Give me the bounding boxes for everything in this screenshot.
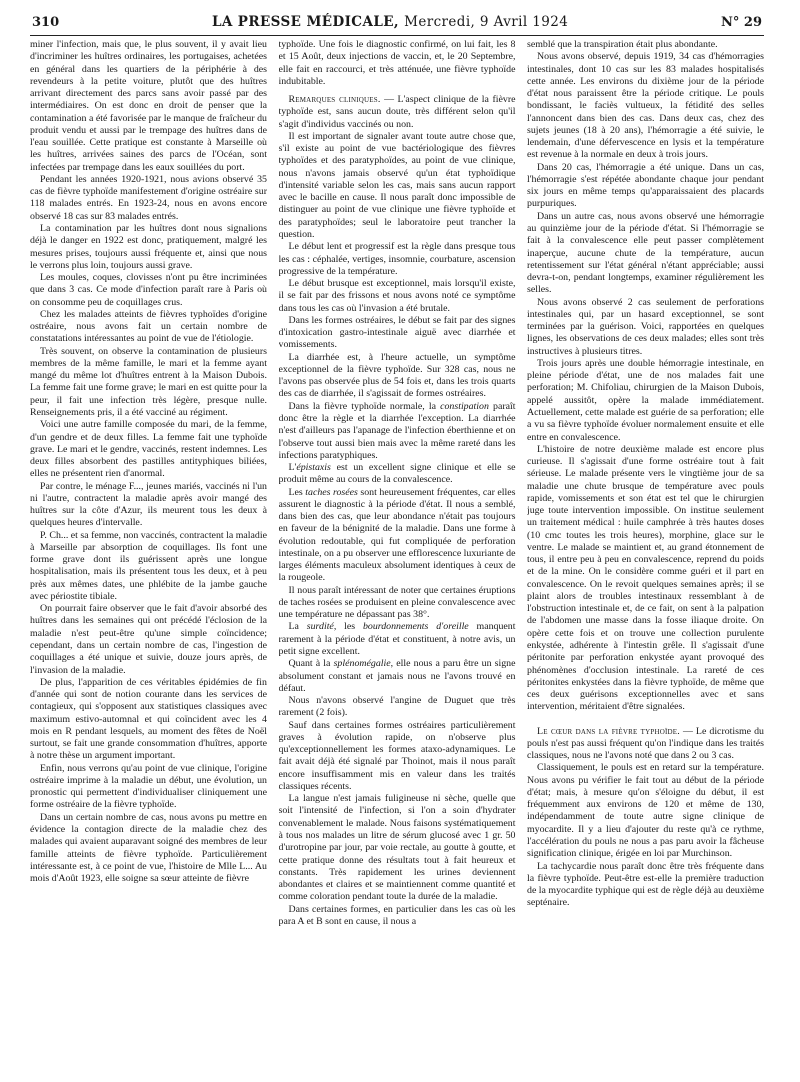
paragraph [279,621,516,658]
article-columns [30,39,764,1079]
paragraph: La langue n'est jamais fuligineuse ni sèche, quelle que soit l'intensité de l'infection, si l'on a soin d'hydrater convenablement le malade. Nous faisons systématiquement à tous nos malades un litre de sérum glucosé avec 1 gr. 50 d'urotropine par jour, par voie rectale, au goutte à goutte, et cette pratique donne des résultats tout à fait heureux et constants. Très rapidement les urines deviennent abondantes et claires et se maintiennent comme quantité et comme coloration pendant toute la durée de la maladie. [278,793,516,903]
italic-term: constipation [440,400,489,412]
italic-term: taches rosées [305,486,358,498]
text: sont heureusement fréquentes, car elles assurent le diagnostic à la période d'état. Il nous a semblé, dans bien des cas, que leur abondance n'était pas toujours en faveur de la bénignité de la maladie. Dans une forme à évolution redoutable, qui fut compliquée de perforation intestinale, on a pu observer une efflorescence luxuriante de larges éléments maculeux absolument identiques à ceux de la rougeole. [278,486,516,584]
paragraph: On pourrait faire observer que le fait d'avoir absorbé des huîtres dans les semaines qui ont précédé l'éclosion de la maladie n'est peut-être qu'une simple coïncidence; cependant, dans un certain nombre de cas, l'ingestion de coquillages a été unique et suivie, douze jours après, de l'invasion de la maladie. [30,603,267,676]
paragraph: Par contre, le ménage F..., jeunes mariés, vaccinés ni l'un ni l'autre, contractent la maladie après avoir mangé des huîtres sur la côte d'Azur, ils meurent tous les deux à quelques heures d'intervalle. [30,480,267,529]
paragraph: typhoïde. Une fois le diagnostic confirmé, on lui fait, les 8 et 15 Août, deux injections de vaccin, et, le 20 Septembre, elle fait en raccourci, et très atténuée, une fièvre typhoïde indubitable. [278,39,516,87]
paragraph: Dans 20 cas, l'hémorragie a été unique. Dans un cas, l'hémorragie s'est répétée abondante chaque jour pendant six jours en même temps qu'apparaissaient des placards purpuriques. [527,161,764,210]
paragraph [279,487,516,585]
paragraph: Classiquement, le pouls est en retard sur la température. Nous avons pu vérifier le fait tout au début de la période d'état; mais, à mesure qu'on s'éloigne du début, il est fréquemment aux environs de 120 et même de 130, indépendamment de toute autre signe clinique de myocardite. Il y a lieu d'ajouter du reste qu'à ce rythme, l'accélération du pouls ne nous a pas paru avoir la fâcheuse signification clinique, érigée en loi par Murchinson. [527,762,764,860]
paragraph: Sauf dans certaines formes ostréaires particulièrement graves à évolution rapide, on n'observe plus qu'exceptionnellement les formes ataxo-adynamiques. Le fait avait déjà été signalé par Thoinot, mais il nous paraît encore insuffisamment mis en valeur dans les traités classiques récents. [278,719,516,792]
text: , les [333,621,363,633]
paragraph: Nous avons observé, depuis 1919, 34 cas d'hémorragies intestinales, dont 10 cas sur les 83 malades hospitalisés cette année. Les environs du dixième jour de la période d'état nous paraissent être la période critique. Le pouls bondissant, le faciès vultueux, la fétidité des selles l'annoncent dans bien des cas. Dans deux cas, chez des sujets jeunes (18 à 20 ans), l'hémorragie a été suivie, le lendemain, d'une défervescence en lysis et la température est revenue à la normale en deux à trois jours. [527,51,764,161]
paragraph: Dans un certain nombre de cas, nous avons pu mettre en évidence la contagion directe de la maladie chez des malades qui avaient auparavant soigné des membres de leur famille atteints de fièvre typhoïde. Particulièrement intéressante est, à ce point de vue, l'histoire de Mlle L... Au mois d'Août 1923, elle soigne sa sœur atteinte de fièvre [30,811,267,885]
paragraph [279,462,516,487]
paragraph: La diarrhée est, à l'heure actuelle, un symptôme exceptionnel de la fièvre typhoïde. Sur 328 cas, nous ne l'avons pas observée plus de 54 fois et, dans les trois quarts des cas de diarrhée, il s'agissait de formes ostréaires. [278,351,516,400]
paragraph: Il est important de signaler avant toute autre chose que, s'il existe au point de vue bactériologique des fièvres typhoïdes et des paratyphoïdes, au point de vue clinique, nous n'avons jamais observé qu'un état typhoïdique d'intensité variable selon les cas, mais sans aucun rapport avec le bacille en cause. Il nous paraît donc impossible de distinguer au point de vue clinique une fièvre typhoïde et des paratyphoïdes; seul le laboratoire peut trancher la question. [278,130,516,240]
italic-term: surdité [306,621,334,633]
paragraph [279,658,516,695]
text: , elle nous a paru être un signe absolument constant et jamais nous ne l'avons trouvé en défaut. [278,658,516,694]
issue-date: Mercredi, 9 Avril 1924 [404,14,569,30]
paragraph: semblé que la transpiration était plus abondante. [527,39,718,50]
text: paraît donc être la règle et la diarrhée l'exception. La diarrhée n'est d'ailleurs pas l'apanage de l'infection éberthienne et on l'observe tout aussi bien mais avec la même rareté dans les infections paratyphiques. [278,400,516,461]
paragraph: Dans certaines formes, en particulier dans les cas où les para A et B sont en cause, il nous a [278,903,516,927]
paragraph: Chez les malades atteints de fièvres typhoïdes d'origine ostréaire, nous avons fait un certain nombre de constatations intéressantes au point de vue de l'étiologie. [30,308,267,345]
paragraph: Le début lent et progressif est la règle dans presque tous les cas : céphalée, vertiges, insomnie, courbature, ascension progressive de la température. [278,241,516,277]
text: Les [288,486,306,498]
paragraph: P. Ch... et sa femme, non vaccinés, contractent la maladie à Marseille par absorption de coquillages. Ils font une forme grave dont ils guérissent après une longue hospitalisation, mais ils présentent tous les deux, et à peu près aux mêmes dates, une phlébite de la jambe gauche avec périostite tibiale. [30,529,267,602]
italic-term: bourdonnements d'oreille [362,621,469,633]
section-text: — L'aspect clinique de la fièvre typhoïde est, sans aucun doute, très différent selon qu'il s'agit d'individus vaccinés ou non. [278,94,516,130]
paragraph: Trois jours après une double hémorragie intestinale, en pleine période d'état, une de nos malades fait une perforation; M. Chifoliau, chirurgien de la Maison Dubois, appelé aussitôt, opère la malade immédiatement. Actuellement, cette malade est guérie de sa perforation; elle a vu sa fièvre typhoïde évoluer normalement ensuite et elle entre en convalescence. [527,357,764,443]
paragraph: Il nous paraît intéressant de noter que certaines éruptions de taches rosées se produisent en pleine convalescence avec une température ne dépassant pas 38°. [278,584,516,621]
paragraph: La tachycardie nous paraît donc être très fréquente dans la fièvre typhoïde. Peut-être est-elle la première traduction de la myocardite typhique qui est de règle déjà au deuxième septénaire. [527,860,764,909]
paragraph: Voici une autre famille composée du mari, de la femme, d'un gendre et de deux filles. La femme fait une typhoïde grave. Le mari et le gendre, vaccinés, restent indemnes. Les deux filles absorbent des pastilles antityphiques biliées, elles ne présentent rien d'anormal. [30,419,267,480]
text: La [288,621,307,633]
text: Dans la fièvre typhoïde normale, la [288,400,441,412]
column-1 [30,39,267,1079]
page-number: 310 [32,15,60,30]
page-header [30,14,764,35]
paragraph: Très souvent, on observe la contamination de plusieurs membres de la même famille, le mari et la femme ayant mangé du même lot d'huîtres entrent à la Maison Dubois. La femme fait une forme grave; le mari en est quitte pour la peur, il fait une infection très légère, presque nulle. Renseignements pris, il a été vacciné au régiment. [30,345,267,418]
journal-title [212,14,568,30]
journal-name: LA PRESSE MÉDICALE, [211,14,400,30]
paragraph [279,401,516,462]
text: manquent rarement à la période d'état et constituent, à notre avis, un petit signe excellent. [278,621,516,658]
paragraph: Dans un autre cas, nous avons observé une hémorragie au quinzième jour de la période d'état. Si l'hémorragie se fait à la convalescence elle peut passer complètement inaperçue, aucune chute de la température, aucun retentissement sur l'état général n'étant appréciable; aussi devra-t-on, pendant longtemps, examiner régulièrement les selles. [527,210,764,296]
paragraph: De plus, l'apparition de ces véritables épidémies de fin d'année qui sont de notion courante dans les services de contagieux, qui s'opposent aux statistiques classiques avec maximum estivo-automnal et qui coïncident avec les 4 mois en R pendant lesquels, au moment des fêtes de Noël surtout, se fait une grande consommation d'huîtres, apporte à notre thèse un argument important. [30,676,267,762]
section-heading: Remarques cliniques. [288,94,381,106]
text: est un excellent signe clinique et elle se produit même au cours de la convalescence. [278,462,516,486]
issue-number: N° 29 [720,15,762,30]
paragraph: Le début brusque est exceptionnel, mais lorsqu'il existe, il se fait par des frissons et nous avons noté ce symptôme dans tous les cas où l'invasion a été brutale. [278,278,516,314]
paragraph: miner l'infection, mais que, le plus souvent, il y avait lieu d'incriminer les huîtres ordinaires, les portugaises, achetées en général dans les quartiers de la périphérie à des revendeurs à la petite voiture, plutôt que des huîtres arrivant directement des parcs sans avoir passé par des intermédiaires. On est donc en droit de penser que la contamination a été favorisée par le manque de fraîcheur du produit vendu et aussi par le trempage des huîtres dans de l'eau souillée. Cette pratique est constante à Marseille où les huîtres, arrivées saines des parcs de l'Océan, sont infectées par trempage dans les eaux souillées du port. [30,39,267,173]
paragraph: Nous n'avons observé l'angine de Duguet que très rarement (2 fois). [278,695,516,719]
paragraph: Pendant les années 1920-1921, nous avions observé 35 cas de fièvre typhoïde manifestement d'origine ostréaire sur 118 malades entrés. En 1923-24, nous en avons encore observé 18 cas sur 83 malades entrés. [30,173,267,222]
column-2 [279,39,516,1079]
paragraph: L'histoire de notre deuxième malade est encore plus curieuse. Il s'agissait d'une forme ostréaire tout à fait sérieuse. Le malade présente vers le vingtième jour de sa maladie une chute brusque de température avec pouls rapide, vomissements et son état est tel que le chirurgien juge toute intervention impossible. On institue seulement un traitement médical : huile camphrée à très hautes doses (10 cmc toutes les trois heures), morphine, glace sur le ventre. Le malade se maintient et, au grand étonnement de tous, il entre peu à peu en convalescence, reprend du poids et de la mine. On le considère comme guéri et il part en convalescence. On le revoit quelques semaines après; il se plaint alors de troubles intestinaux ressemblant à de l'obstruction intestinale et, de ce fait, on sent à la palpation de l'abdomen une masse dans la fosse iliaque droite. On opère cette fois et on trouve une collection purulente enkystée, adhérente à l'intestin grêle. Il s'agissait d'une péritonite par perforation enkystée ayant provoqué des phénomènes d'occlusion intestinale. La rareté de ces péritonites enkystées dans la fièvre typhoïde, de même que ces deux guérisons exceptionnelles avec et sans intervention, méritaient d'être signalées. [527,443,764,713]
paragraph: Dans les formes ostréaires, le début se fait par des signes d'intoxication gastro-intestinale aiguë avec diarrhée et vomissements. [278,314,516,351]
section-text: — Le dicrotisme du pouls n'est pas aussi fréquent qu'on l'indique dans les traités classiques, nous ne l'avons noté que dans 2 ou 3 cas. [527,725,764,762]
column-3 [527,39,764,1079]
paragraph: Nous avons observé 2 cas seulement de perforations intestinales qui, par un hasard exceptionnel, se sont terminées par la guérison. Voici, rapportées en quelques lignes, les observations de ces deux malades; elles sont très instructives à plusieurs titres. [527,296,764,357]
section-heading: Le cœur dans la fièvre typhoïde. [537,725,680,737]
paragraph: Les moules, coques, clovisses n'ont pu être incriminées que dans 3 cas. Ce mode d'infection paraît rare à Paris où on consomme peu de coquillages crus. [30,272,267,308]
section-heart [527,726,764,763]
italic-term: splénomégalie [333,658,391,670]
section-clinical-remarks [279,94,516,131]
header-rule [30,35,764,36]
italic-term: épistaxis [296,462,331,474]
paragraph: La contamination par les huîtres dont nous signalions déjà le danger en 1922 est donc, pratiquement, malgré les mesures prises, toujours aussi fréquente et, ainsi que nous le verrons plus loin, toujours aussi grave. [30,222,267,271]
text: L' [288,462,297,474]
paragraph: Enfin, nous verrons qu'au point de vue clinique, l'origine ostréaire imprime à la maladie un début, une évolution, un pronostic qui permettent d'individualiser cliniquement une forme ostréaire de la fièvre typhoïde. [30,762,267,811]
text: Quant à la [288,658,334,670]
